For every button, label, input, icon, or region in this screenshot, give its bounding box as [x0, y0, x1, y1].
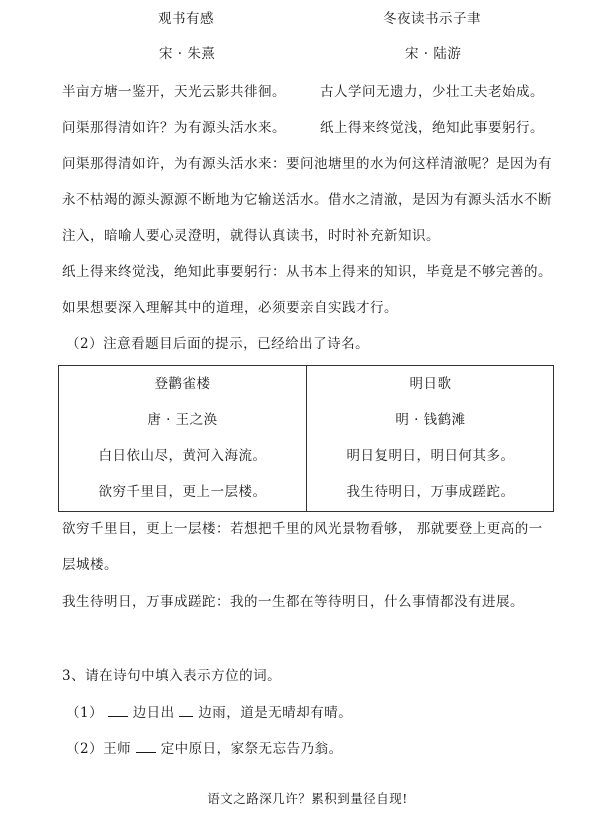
poem2-author: 宋 · 陆游	[405, 46, 462, 62]
explain2-line2: 如果想要深入理解其中的道理，必须要亲自实践才行。	[62, 300, 398, 316]
explain1-line1: 问渠那得清如许，为有源头活水来：要问池塘里的水为何这样清澈呢？是因为有	[62, 156, 552, 172]
poem2-line1: 古人学问无遗力，少壮工夫老始成。	[320, 84, 544, 100]
fill-blank-2[interactable]	[179, 704, 193, 717]
q3-item2-lead: （2）王师	[66, 741, 132, 757]
q3-item1-number: （1）	[66, 705, 104, 721]
explain1-line3: 注入，暗喻人要心灵澄明，就得认真读书，时时补充新知识。	[62, 228, 440, 244]
note-2: （2）注意看题目后面的提示，已经给出了诗名。	[66, 336, 370, 352]
explain3-line2: 层城楼。	[62, 557, 118, 573]
explain1-line2: 永不枯竭的源头源源不断地为它输送活水。借水之清澈，是因为有源头活水不断	[62, 192, 552, 208]
table-left-line1: 白日依山尽，黄河入海流。	[98, 448, 267, 464]
fill-blank-1[interactable]	[108, 704, 128, 717]
table-right-author: 明 · 钱鹤滩	[395, 412, 466, 428]
table-right-title: 明日歌	[409, 376, 452, 392]
fill-blank-3[interactable]	[136, 740, 156, 753]
table-left-title: 登鹳雀楼	[154, 376, 211, 392]
q3-title: 3、请在诗句中填入表示方位的词。	[62, 668, 282, 684]
poem2-title: 冬夜读书示子聿	[383, 11, 481, 27]
q3-item1-part2: 边雨，道是无晴却有晴。	[198, 705, 353, 721]
q3-item1	[66, 704, 352, 722]
q3-item2-part1: 定中原日，家祭无忘告乃翁。	[160, 741, 343, 757]
table-right-line1: 明日复明日，明日何其多。	[346, 448, 515, 464]
poem2-line2: 纸上得来终觉浅，绝知此事要躬行。	[320, 120, 544, 136]
footer-motto: 语文之路深几许？累积到量径自现!	[207, 791, 408, 806]
q3-item2	[66, 740, 343, 758]
table-left-author: 唐 · 王之涣	[147, 412, 218, 428]
poem-table	[58, 365, 554, 512]
poem1-line1: 半亩方塘一鉴开，天光云影共徘徊。	[62, 84, 286, 100]
poem1-line2: 问渠那得清如许？为有源头活水来。	[62, 120, 286, 136]
explain3-line1: 欲穷千里目，更上一层楼：若想把千里的风光景物看够， 那就要登上更高的一	[62, 521, 543, 537]
q3-item1-part1: 边日出	[132, 705, 175, 721]
poem1-author: 宋 · 朱熹	[159, 46, 216, 62]
explain4: 我生待明日，万事成蹉跎：我的一生都在等待明日，什么事情都没有进展。	[62, 594, 524, 610]
table-left-line2: 欲穷千里目，更上一层楼。	[98, 484, 267, 500]
explain2-line1: 纸上得来终觉浅，绝知此事要躬行：从书本上得来的知识，毕竟是不够完善的。	[62, 264, 552, 280]
table-right-line2: 我生待明日，万事成蹉跎。	[346, 484, 515, 500]
poem1-title: 观书有感	[158, 11, 214, 27]
